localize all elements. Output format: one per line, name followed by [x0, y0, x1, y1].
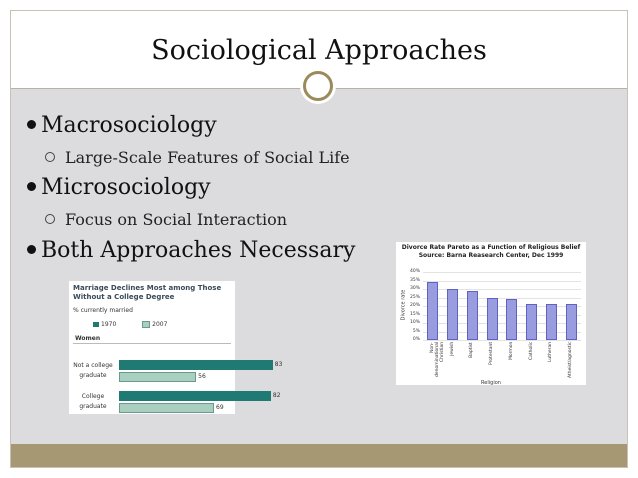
- y-axis-label: Divorce rate: [400, 289, 407, 321]
- bar-value-label: 82: [272, 392, 281, 399]
- subbullet-social-interaction: [45, 210, 287, 229]
- bullet-both-approaches: [27, 238, 355, 263]
- gridline: [423, 340, 581, 341]
- y-tick-label: 10%: [409, 320, 420, 325]
- hollow-circle-icon: [45, 152, 55, 162]
- y-tick-label: 35%: [409, 277, 420, 283]
- bar: [447, 289, 458, 340]
- bar-1970: [119, 360, 273, 370]
- chart-title: Marriage Declines Most among Those Without a College Degree: [73, 284, 222, 301]
- category-label: Mormon: [508, 342, 514, 361]
- bar: [467, 291, 478, 340]
- bar: [546, 304, 557, 340]
- divorce-chart: [396, 242, 586, 385]
- gridline: [423, 272, 581, 273]
- x-axis-label: Religion: [481, 380, 501, 386]
- y-tick-label: 40%: [409, 269, 420, 274]
- slide-title: Sociological Approaches: [151, 35, 487, 66]
- legend-label-1970: 1970: [101, 321, 117, 328]
- category-label: College graduate: [79, 393, 107, 410]
- category-label: Baptist: [469, 342, 475, 358]
- hollow-circle-icon: [45, 214, 55, 224]
- chart-title-text: Divorce Rate Pareto as a Function of Religious Belief: [401, 244, 581, 251]
- bullet-text: Both Approaches Necessary: [41, 238, 356, 263]
- chart-subtitle: % currently married: [73, 307, 133, 314]
- bar-value-label: 56: [198, 373, 206, 380]
- bullet-macrosociology: [27, 113, 217, 138]
- bullet-dot-icon: [27, 182, 36, 191]
- y-tick-label: 20%: [409, 303, 420, 308]
- subbullet-text: Large-Scale Features of Social Life: [65, 148, 350, 167]
- category-label: Atheist/agnostic: [568, 341, 574, 378]
- legend-label-2007: 2007: [152, 321, 168, 328]
- chart-legend: [93, 321, 167, 328]
- y-tick-label: 25%: [409, 294, 420, 300]
- category-label: Jewish: [449, 342, 455, 357]
- bar: [526, 304, 537, 340]
- gridline: [423, 281, 581, 282]
- legend-swatch-1970: [93, 322, 99, 327]
- bar: [506, 299, 517, 340]
- category-label: Non-denominational Christian: [429, 342, 445, 378]
- bullet-text: Macrosociology: [41, 113, 217, 138]
- legend-swatch-2007: [142, 321, 150, 328]
- category-label: Not a college graduate: [73, 362, 113, 379]
- marriage-chart: [69, 281, 283, 414]
- subbullet-large-scale: [45, 148, 350, 167]
- group-divider: [73, 343, 231, 344]
- y-tick-label: 5%: [412, 328, 420, 334]
- bottom-band: [11, 444, 627, 467]
- bar-2007: [119, 403, 214, 413]
- category-label: Catholic: [528, 342, 534, 361]
- ring-ornament-icon: [303, 71, 333, 101]
- bar-1970: [119, 391, 271, 401]
- bullet-microsociology: [27, 175, 211, 200]
- chart-title: [396, 244, 586, 260]
- bar-2007: [119, 372, 196, 382]
- bar: [427, 282, 438, 340]
- chart-subtitle: Source: Barna Reasearch Center, Dec 1999: [418, 252, 564, 259]
- category-label: Protestant: [489, 342, 495, 366]
- bullet-dot-icon: [27, 120, 36, 129]
- y-tick-label: 30%: [409, 286, 420, 291]
- subbullet-text: Focus on Social Interaction: [65, 210, 288, 229]
- bar-value-label: 83: [274, 361, 283, 368]
- bullet-dot-icon: [27, 245, 36, 254]
- category-label: Lutheran: [548, 342, 554, 363]
- y-tick-label: 15%: [409, 311, 420, 317]
- y-tick-label: 0%: [412, 337, 420, 342]
- bar: [566, 304, 577, 340]
- bullet-text: Microsociology: [41, 175, 211, 200]
- bar: [487, 298, 498, 341]
- group-label: Women: [75, 335, 101, 342]
- bar-value-label: 69: [216, 404, 224, 411]
